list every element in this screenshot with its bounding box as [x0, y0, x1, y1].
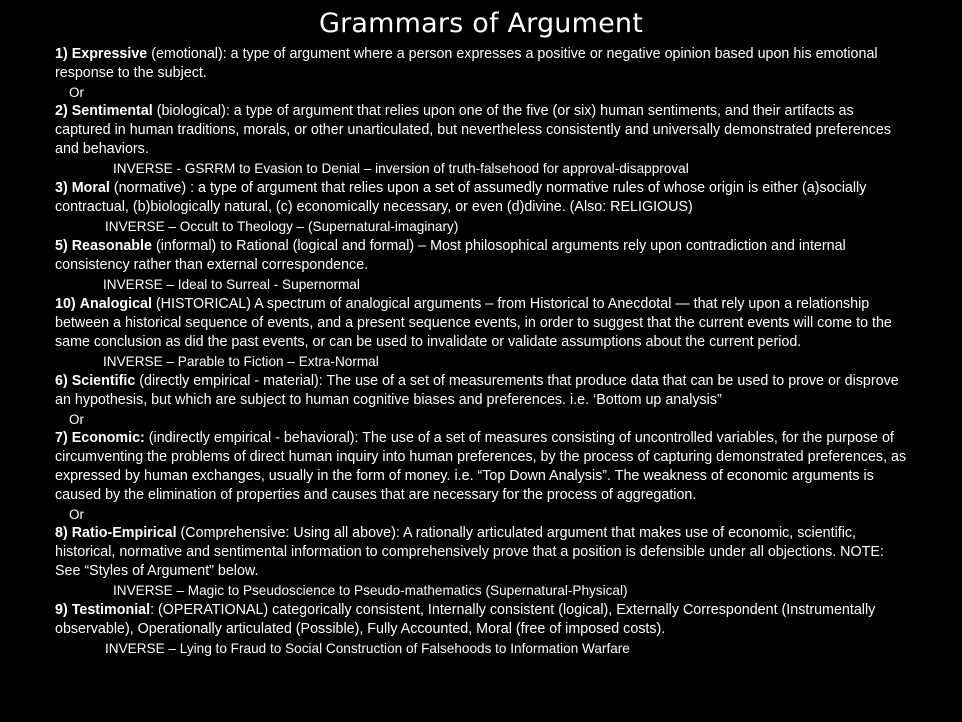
document-body: [55, 45, 907, 656]
or-separator: Or: [69, 412, 84, 427]
entry-term: Scientific: [71, 373, 136, 389]
inverse-note: INVERSE – Occult to Theology – (Supernatural-imaginary): [105, 219, 459, 234]
argument-entry: [55, 179, 907, 217]
entry-text: : (OPERATIONAL) categorically consistent, Internally consistent (logical), Externally Correspondent (Instrumentally observable), Operationally articulated (Possible), Fully Accounted, Moral (free of imposed costs).: [55, 602, 876, 637]
entry-text: (HISTORICAL) A spectrum of analogical arguments – from Historical to Anecdotal — that rely upon a relationship between a historical sequence of events, and a present sequence events, in order to suggest that the current events will come to the same conclusion as did the past events, or can be used to invalidate or validate assumptions about the current period.: [55, 296, 892, 350]
argument-entry: [55, 237, 907, 275]
entry-number: 7): [55, 430, 68, 446]
entry-number: 9): [55, 602, 68, 618]
entry-term: Ratio-Empirical: [71, 525, 177, 541]
inverse-note: INVERSE – Magic to Pseudoscience to Pseudo-mathematics (Supernatural-Physical): [113, 583, 628, 598]
or-separator: Or: [69, 85, 84, 100]
entry-term: Economic:: [71, 430, 145, 446]
argument-entry: [55, 524, 907, 581]
entry-term: Expressive: [71, 46, 148, 62]
entry-number: 3): [55, 180, 68, 196]
entry-text: (directly empirical - material): The use of a set of measurements that produce data that can be used to prove or disprove an hypothesis, but which are subject to human cognitive biases and preferences. i.e. ‘Bottom up analysis”: [55, 373, 899, 408]
page-title: Grammars of Argument: [318, 8, 644, 39]
argument-entry: [55, 45, 907, 83]
inverse-note: INVERSE – Parable to Fiction – Extra-Normal: [103, 354, 379, 369]
entry-term: Sentimental: [71, 103, 153, 119]
argument-entry: [55, 601, 907, 639]
entry-number: 2): [55, 103, 68, 119]
entry-text: (informal) to Rational (logical and formal) – Most philosophical arguments rely upon contradiction and internal consistency rather than external correspondence.: [55, 238, 846, 273]
entry-number: 1): [55, 46, 68, 62]
entry-text: (normative) : a type of argument that relies upon a set of assumedly normative rules of whose origin is either (a)socially contractual, (b)biologically natural, (c) economically necessary, or even (d)divine. (Also: RELIGIOUS): [55, 180, 867, 215]
argument-entry: [55, 372, 907, 410]
entry-term: Testimonial: [71, 602, 151, 618]
or-separator: Or: [69, 507, 84, 522]
entry-number: 5): [55, 238, 68, 254]
argument-entry: [55, 102, 907, 159]
argument-entry: [55, 295, 907, 352]
inverse-note: INVERSE – Ideal to Surreal - Supernormal: [103, 277, 360, 292]
entry-number: 8): [55, 525, 68, 541]
entry-text: (Comprehensive: Using all above): A rationally articulated argument that makes use of economic, scientific, historical, normative and sentimental information to comprehensively prove that a position is defensible under all objections. NOTE: See “Styles of Argument” below.: [55, 525, 884, 579]
entry-number: 10): [55, 296, 76, 312]
entry-number: 6): [55, 373, 68, 389]
entry-term: Reasonable: [71, 238, 152, 254]
inverse-note: INVERSE - GSRRM to Evasion to Denial – inversion of truth-falsehood for approval-disapproval: [113, 161, 689, 176]
entry-text: (indirectly empirical - behavioral): The use of a set of measures consisting of uncontrolled variables, for the purpose of circumventing the problems of direct human inquiry into human preferences, by the process of capturing demonstrated preferences, as expressed by human exchanges, usually in the form of money. i.e. “Top Down Analysis”. The weakness of economic arguments is caused by the elimination of properties and causes that are necessary for the process of aggregation.: [55, 430, 907, 503]
entry-term: Moral: [71, 180, 110, 196]
entry-text: (biological): a type of argument that relies upon one of the five (or six) human sentiments, and their artifacts as captured in human traditions, morals, or other unarticulated, but nevertheless consistently and universally demonstrated preferences and behaviors.: [55, 103, 892, 157]
entry-text: (emotional): a type of argument where a person expresses a positive or negative opinion based upon his emotional response to the subject.: [55, 46, 878, 81]
argument-entry: [55, 429, 907, 505]
entry-term: Analogical: [79, 296, 152, 312]
inverse-note: INVERSE – Lying to Fraud to Social Construction of Falsehoods to Information Warfare: [105, 641, 630, 656]
